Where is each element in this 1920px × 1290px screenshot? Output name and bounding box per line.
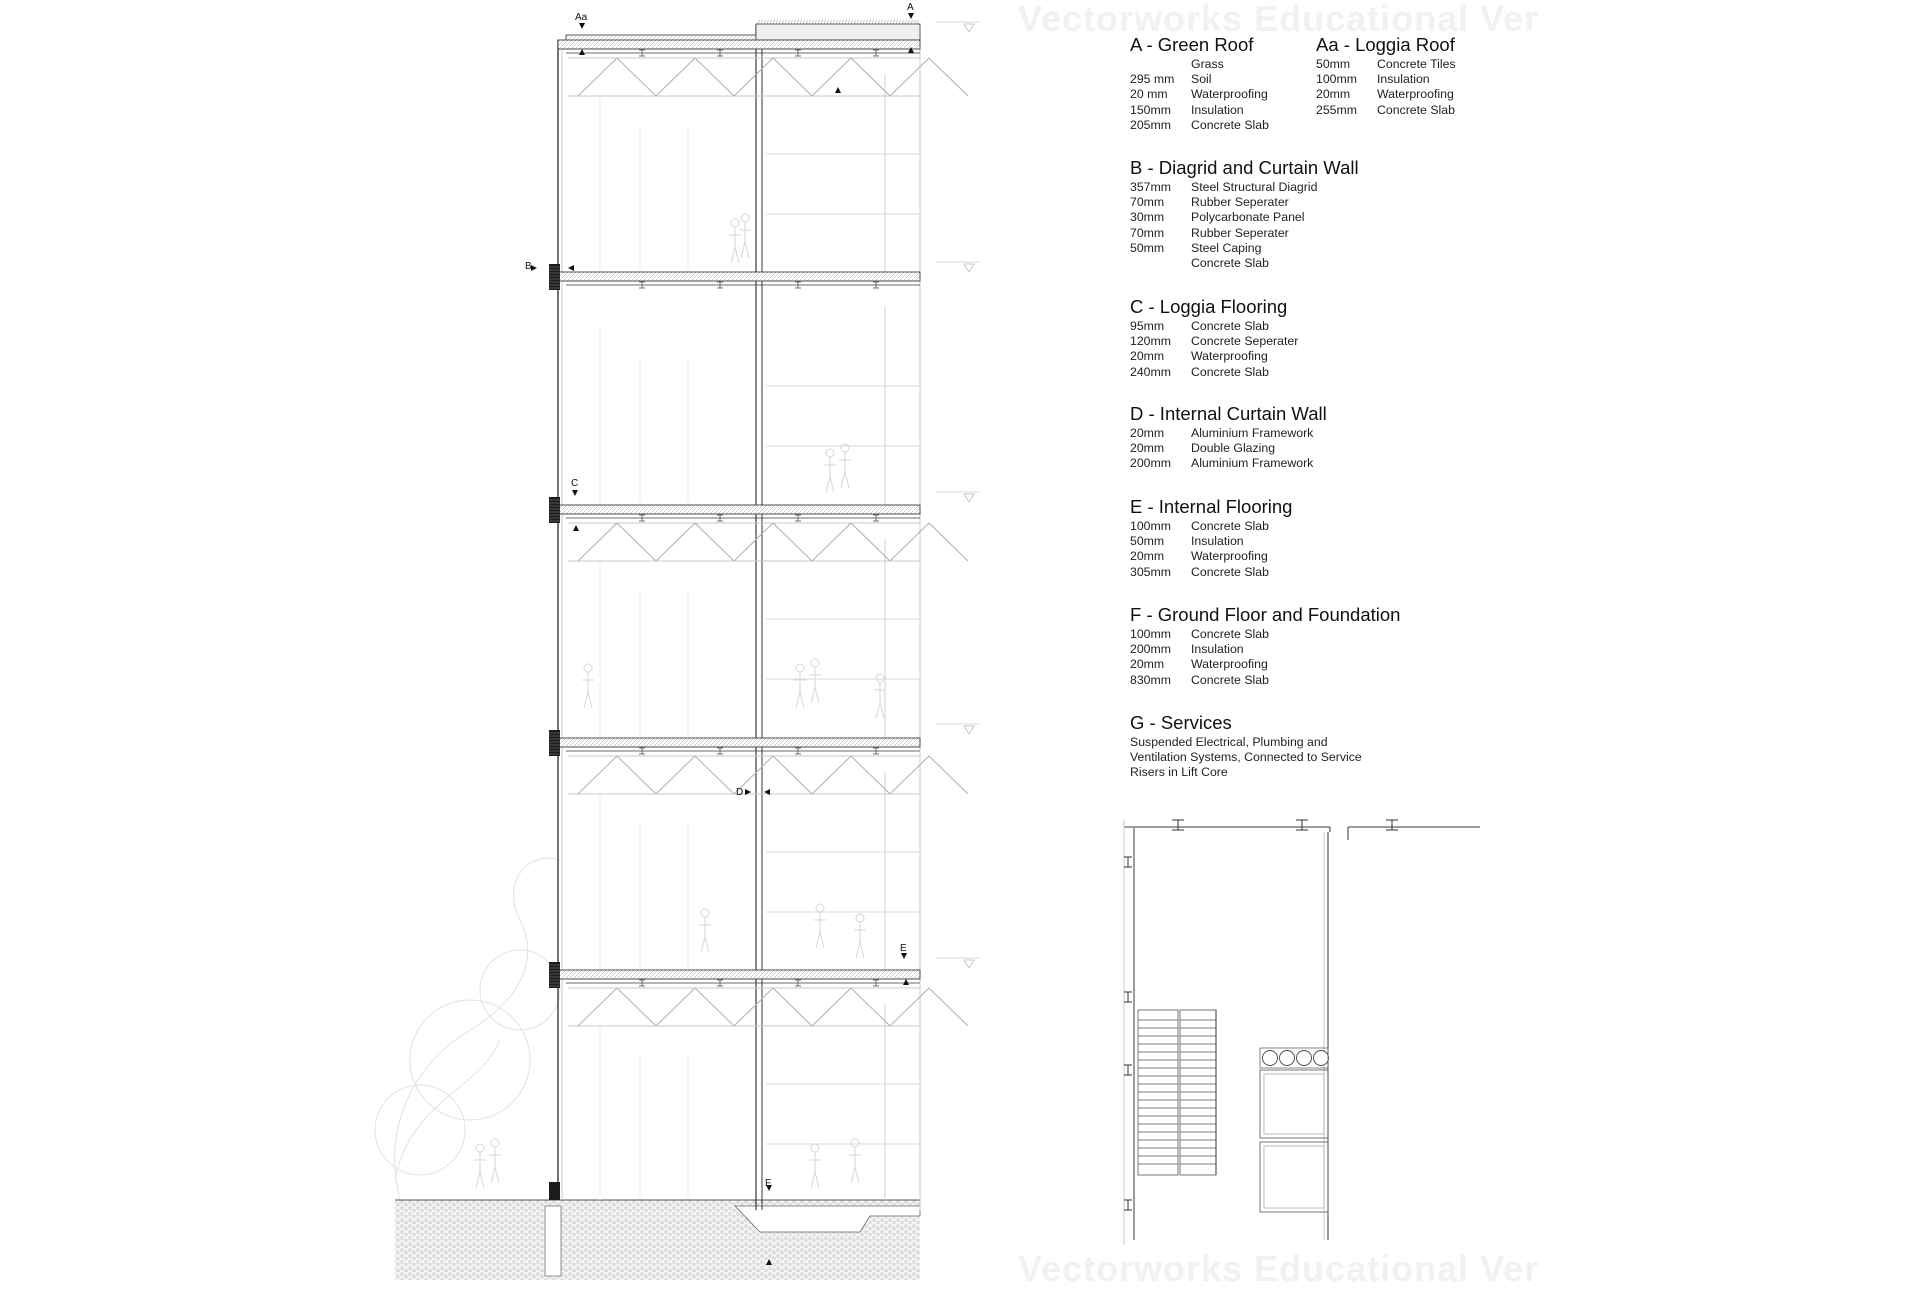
grass-blade bbox=[773, 20, 775, 24]
person-body bbox=[582, 672, 594, 708]
diagrid-members bbox=[578, 756, 968, 794]
floor-3 bbox=[549, 730, 968, 794]
grass-blade bbox=[788, 20, 790, 24]
legend-g bbox=[1130, 712, 1370, 781]
grass-blade bbox=[761, 20, 763, 24]
background-trees bbox=[375, 858, 560, 1200]
person-head bbox=[811, 659, 819, 667]
legend-row: 830mm Concrete Slab bbox=[1130, 672, 1269, 687]
bracket-block bbox=[549, 730, 560, 756]
lift-shaft bbox=[1260, 1070, 1328, 1138]
person-figure bbox=[699, 909, 711, 953]
grass-blade bbox=[851, 20, 853, 24]
person-body bbox=[739, 222, 751, 258]
grass-blade bbox=[797, 20, 799, 24]
grass-blade bbox=[806, 20, 808, 24]
person-figure bbox=[794, 664, 806, 708]
person-figure bbox=[739, 214, 751, 258]
person-head bbox=[741, 214, 749, 222]
tag-aa: Aa bbox=[575, 12, 588, 23]
person-body bbox=[824, 457, 836, 493]
legend-row: 100mm Concrete Slab bbox=[1130, 519, 1269, 533]
diagrid-members bbox=[578, 988, 968, 1026]
person-body bbox=[474, 1152, 486, 1188]
floor-slab bbox=[558, 970, 920, 979]
section-marker-arrow bbox=[579, 23, 585, 29]
legend-f-title: F - Ground Floor and Foundation bbox=[1130, 604, 1401, 625]
legend-row: 70mm Rubber Seperater bbox=[1130, 225, 1289, 240]
person-body bbox=[809, 1152, 821, 1188]
legend-c bbox=[1130, 296, 1298, 380]
level-triangle bbox=[964, 726, 974, 734]
legend-b-title: B - Diagrid and Curtain Wall bbox=[1130, 157, 1359, 178]
legend-row: 200mm Insulation bbox=[1130, 642, 1244, 657]
section-marker-arrow bbox=[573, 525, 579, 531]
legend-aa-title: Aa - Loggia Roof bbox=[1316, 34, 1455, 55]
grass-blade bbox=[764, 20, 766, 24]
level-triangle bbox=[964, 960, 974, 968]
level-marker bbox=[936, 958, 980, 968]
floor-slab bbox=[558, 40, 920, 49]
grass-blade bbox=[758, 20, 760, 24]
legend-row: 20mm Waterproofing bbox=[1130, 349, 1268, 364]
level-marker bbox=[936, 262, 980, 272]
person-figure bbox=[474, 1144, 486, 1188]
person-figure bbox=[824, 449, 836, 493]
facade-bracket bbox=[549, 497, 560, 523]
plan-column bbox=[1124, 1200, 1132, 1210]
section-marker-arrow bbox=[835, 87, 841, 93]
grass-blade bbox=[785, 20, 787, 24]
person-figure bbox=[874, 674, 886, 718]
person-body bbox=[814, 912, 826, 948]
section-marker-arrow bbox=[579, 49, 585, 55]
legend-row: Concrete Slab bbox=[1191, 256, 1269, 271]
grass-blade bbox=[815, 20, 817, 24]
green-roof bbox=[756, 24, 920, 40]
person-figure bbox=[854, 914, 866, 958]
grass-blade bbox=[821, 20, 823, 24]
person-head bbox=[841, 444, 849, 452]
person-head bbox=[826, 449, 834, 457]
legend-row: 20mm Waterproofing bbox=[1130, 549, 1268, 564]
legend-row: 100mm Insulation bbox=[1316, 72, 1430, 87]
person-body bbox=[874, 682, 886, 718]
grass-blade bbox=[782, 20, 784, 24]
bracket-block bbox=[549, 264, 560, 290]
bracket-block bbox=[549, 962, 560, 988]
legend-f bbox=[1130, 604, 1400, 688]
person-body bbox=[489, 1147, 501, 1183]
person-figure bbox=[849, 1139, 861, 1183]
person-figure bbox=[809, 659, 821, 703]
service-riser bbox=[1297, 1051, 1312, 1066]
building-section bbox=[474, 13, 980, 1265]
person-figure bbox=[809, 1144, 821, 1188]
legend-a bbox=[1130, 34, 1269, 133]
grass-blade bbox=[899, 20, 901, 24]
floor-slab bbox=[558, 738, 920, 747]
legend-row: 20mm Waterproofing bbox=[1130, 657, 1268, 672]
level-triangle bbox=[964, 24, 974, 32]
lift-car bbox=[1264, 1074, 1324, 1134]
legend-row: 30mm Polycarbonate Panel bbox=[1130, 210, 1305, 225]
legend-d bbox=[1130, 403, 1327, 472]
floor-slab bbox=[558, 505, 920, 514]
person-figure bbox=[582, 664, 594, 708]
grass-blade bbox=[842, 20, 844, 24]
plan-stairs bbox=[1138, 1010, 1216, 1175]
service-riser bbox=[1280, 1051, 1295, 1066]
stair-flight bbox=[1138, 1010, 1178, 1175]
grass-blade bbox=[779, 20, 781, 24]
legend-e bbox=[1130, 496, 1292, 580]
legend-row: 20mm Double Glazing bbox=[1130, 441, 1276, 456]
watermark-top: Vectorworks Educational Ver bbox=[1018, 0, 1540, 39]
floor-slab bbox=[558, 272, 920, 281]
tag-f: F bbox=[765, 1178, 772, 1189]
person-body bbox=[854, 922, 866, 958]
legend-row: 295 mm Soil bbox=[1130, 72, 1212, 87]
grass-blade bbox=[794, 20, 796, 24]
legend-row: 20mm Waterproofing bbox=[1316, 87, 1454, 102]
legend-g-title: G - Services bbox=[1130, 712, 1232, 733]
legend-row: 357mm Steel Structural Diagrid bbox=[1130, 180, 1318, 194]
legend-b bbox=[1130, 157, 1359, 271]
grass-blade bbox=[896, 20, 898, 24]
grass-blade bbox=[827, 20, 829, 24]
lift-box bbox=[1260, 1070, 1328, 1138]
person-head bbox=[584, 664, 592, 672]
section-marker-arrow bbox=[908, 13, 914, 19]
grass-blade bbox=[902, 20, 904, 24]
person-body bbox=[839, 452, 851, 488]
grass-blade bbox=[863, 20, 865, 24]
person-figure bbox=[489, 1139, 501, 1183]
floor-4 bbox=[549, 962, 968, 1026]
grass-blade bbox=[917, 20, 919, 24]
person-figure bbox=[729, 219, 741, 263]
lift-shaft bbox=[1260, 1142, 1328, 1212]
diagrid-members bbox=[578, 523, 968, 561]
facade-bracket bbox=[549, 264, 560, 290]
legend-row: 305mm Concrete Slab bbox=[1130, 564, 1269, 579]
tag-b: B bbox=[525, 261, 532, 272]
section-marker-arrow bbox=[568, 265, 574, 271]
ground-bracket bbox=[549, 1182, 560, 1200]
person-head bbox=[796, 664, 804, 672]
bracket-block bbox=[549, 1182, 560, 1200]
person-head bbox=[816, 904, 824, 912]
grass-blade bbox=[833, 20, 835, 24]
grass-blade bbox=[878, 20, 880, 24]
grass-blade bbox=[866, 20, 868, 24]
grass-blade bbox=[803, 20, 805, 24]
lift-box bbox=[1260, 1142, 1328, 1212]
legend-row: 50mm Concrete Tiles bbox=[1316, 57, 1456, 71]
grass-blade bbox=[836, 20, 838, 24]
plan-column bbox=[1386, 820, 1398, 830]
legend-row: 240mm Concrete Slab bbox=[1130, 364, 1269, 379]
section-marker-arrow bbox=[572, 490, 578, 496]
legend-row: 50mm Steel Caping bbox=[1130, 240, 1262, 255]
grass-blade bbox=[854, 20, 856, 24]
legend-row: 255mm Concrete Slab bbox=[1316, 102, 1455, 117]
service-riser bbox=[1263, 1051, 1278, 1066]
tag-a: A bbox=[907, 2, 914, 13]
grass-blade bbox=[884, 20, 886, 24]
legend-row: 95mm Concrete Slab bbox=[1130, 319, 1269, 333]
person-head bbox=[491, 1139, 499, 1147]
grass-blade bbox=[890, 20, 892, 24]
service-core-plan bbox=[1124, 820, 1480, 1245]
legend-row: 70mm Rubber Seperater bbox=[1130, 195, 1289, 210]
person-figure bbox=[839, 444, 851, 488]
tag-c: C bbox=[571, 478, 579, 489]
person-body bbox=[729, 227, 741, 263]
person-body bbox=[849, 1147, 861, 1183]
legend-row: 150mm Insulation bbox=[1130, 102, 1244, 117]
legend-row: 200mm Aluminium Framework bbox=[1130, 456, 1314, 471]
legend-row: 120mm Concrete Seperater bbox=[1130, 334, 1299, 349]
grass-blade bbox=[881, 20, 883, 24]
plan-column bbox=[1296, 820, 1308, 830]
legend-row: Grass bbox=[1191, 57, 1224, 71]
legend-g-note: Suspended Electrical, Plumbing and Ventilation Systems, Connected to Service Risers in Lift Core bbox=[1130, 735, 1362, 780]
person-head bbox=[476, 1144, 484, 1152]
grass-blade bbox=[875, 20, 877, 24]
person-head bbox=[851, 1139, 859, 1147]
person-body bbox=[809, 667, 821, 703]
grass-blade bbox=[812, 20, 814, 24]
grass-blade bbox=[911, 20, 913, 24]
legend-row: 50mm Insulation bbox=[1130, 534, 1244, 549]
floor-1 bbox=[549, 264, 920, 290]
grass-blade bbox=[776, 20, 778, 24]
grass-blade bbox=[770, 20, 772, 24]
plan-column bbox=[1124, 992, 1132, 1002]
person-figure bbox=[814, 904, 826, 948]
grass-blade bbox=[848, 20, 850, 24]
level-triangle bbox=[964, 264, 974, 272]
plan-column bbox=[1172, 820, 1184, 830]
grass-blade bbox=[860, 20, 862, 24]
grass-blade bbox=[908, 20, 910, 24]
ground bbox=[395, 1200, 920, 1280]
floor-2 bbox=[549, 497, 968, 561]
grass-blade bbox=[767, 20, 769, 24]
legend-row: 205mm Concrete Slab bbox=[1130, 117, 1269, 132]
legend-row: 20 mm Waterproofing bbox=[1130, 87, 1268, 102]
grass-blade bbox=[830, 20, 832, 24]
bracket-block bbox=[549, 497, 560, 523]
grass-blade bbox=[845, 20, 847, 24]
person-body bbox=[699, 917, 711, 953]
grass-blade bbox=[905, 20, 907, 24]
person-head bbox=[731, 219, 739, 227]
legend-aa bbox=[1316, 34, 1456, 118]
plan-column bbox=[1124, 1065, 1132, 1075]
legend-a-title: A - Green Roof bbox=[1130, 34, 1254, 55]
grass-blade bbox=[857, 20, 859, 24]
legend-d-title: D - Internal Curtain Wall bbox=[1130, 403, 1327, 424]
level-triangle bbox=[964, 494, 974, 502]
service-riser bbox=[1314, 1051, 1329, 1066]
legend-row: 100mm Concrete Slab bbox=[1130, 627, 1269, 641]
person-head bbox=[811, 1144, 819, 1152]
facade-bracket bbox=[549, 730, 560, 756]
grass-blade bbox=[872, 20, 874, 24]
tag-e: E bbox=[900, 943, 907, 954]
grass-blade bbox=[791, 20, 793, 24]
lift-car bbox=[1264, 1146, 1324, 1208]
level-marker bbox=[936, 724, 980, 734]
tag-d: D bbox=[736, 787, 744, 798]
grass-blade bbox=[914, 20, 916, 24]
legend-row: 20mm Aluminium Framework bbox=[1130, 426, 1314, 440]
grass-blade bbox=[887, 20, 889, 24]
level-marker bbox=[936, 492, 980, 502]
legend-c-title: C - Loggia Flooring bbox=[1130, 296, 1288, 317]
section-marker-arrow bbox=[903, 979, 909, 985]
diagrid-members bbox=[578, 58, 968, 96]
stair-flight bbox=[1180, 1010, 1216, 1175]
grass-blade bbox=[839, 20, 841, 24]
floor-0 bbox=[558, 40, 968, 96]
person-head bbox=[856, 914, 864, 922]
person-body bbox=[794, 672, 806, 708]
level-marker bbox=[936, 22, 980, 32]
grass-blade bbox=[809, 20, 811, 24]
grass-blade bbox=[818, 20, 820, 24]
plan-column bbox=[1124, 857, 1132, 867]
person-head bbox=[876, 674, 884, 682]
grass-blade bbox=[824, 20, 826, 24]
grass-blade bbox=[800, 20, 802, 24]
legend-e-title: E - Internal Flooring bbox=[1130, 496, 1293, 517]
facade-bracket bbox=[549, 962, 560, 988]
grass-blade bbox=[869, 20, 871, 24]
person-head bbox=[701, 909, 709, 917]
watermark-bottom: Vectorworks Educational Ver bbox=[1018, 1248, 1540, 1289]
grass-blade bbox=[893, 20, 895, 24]
